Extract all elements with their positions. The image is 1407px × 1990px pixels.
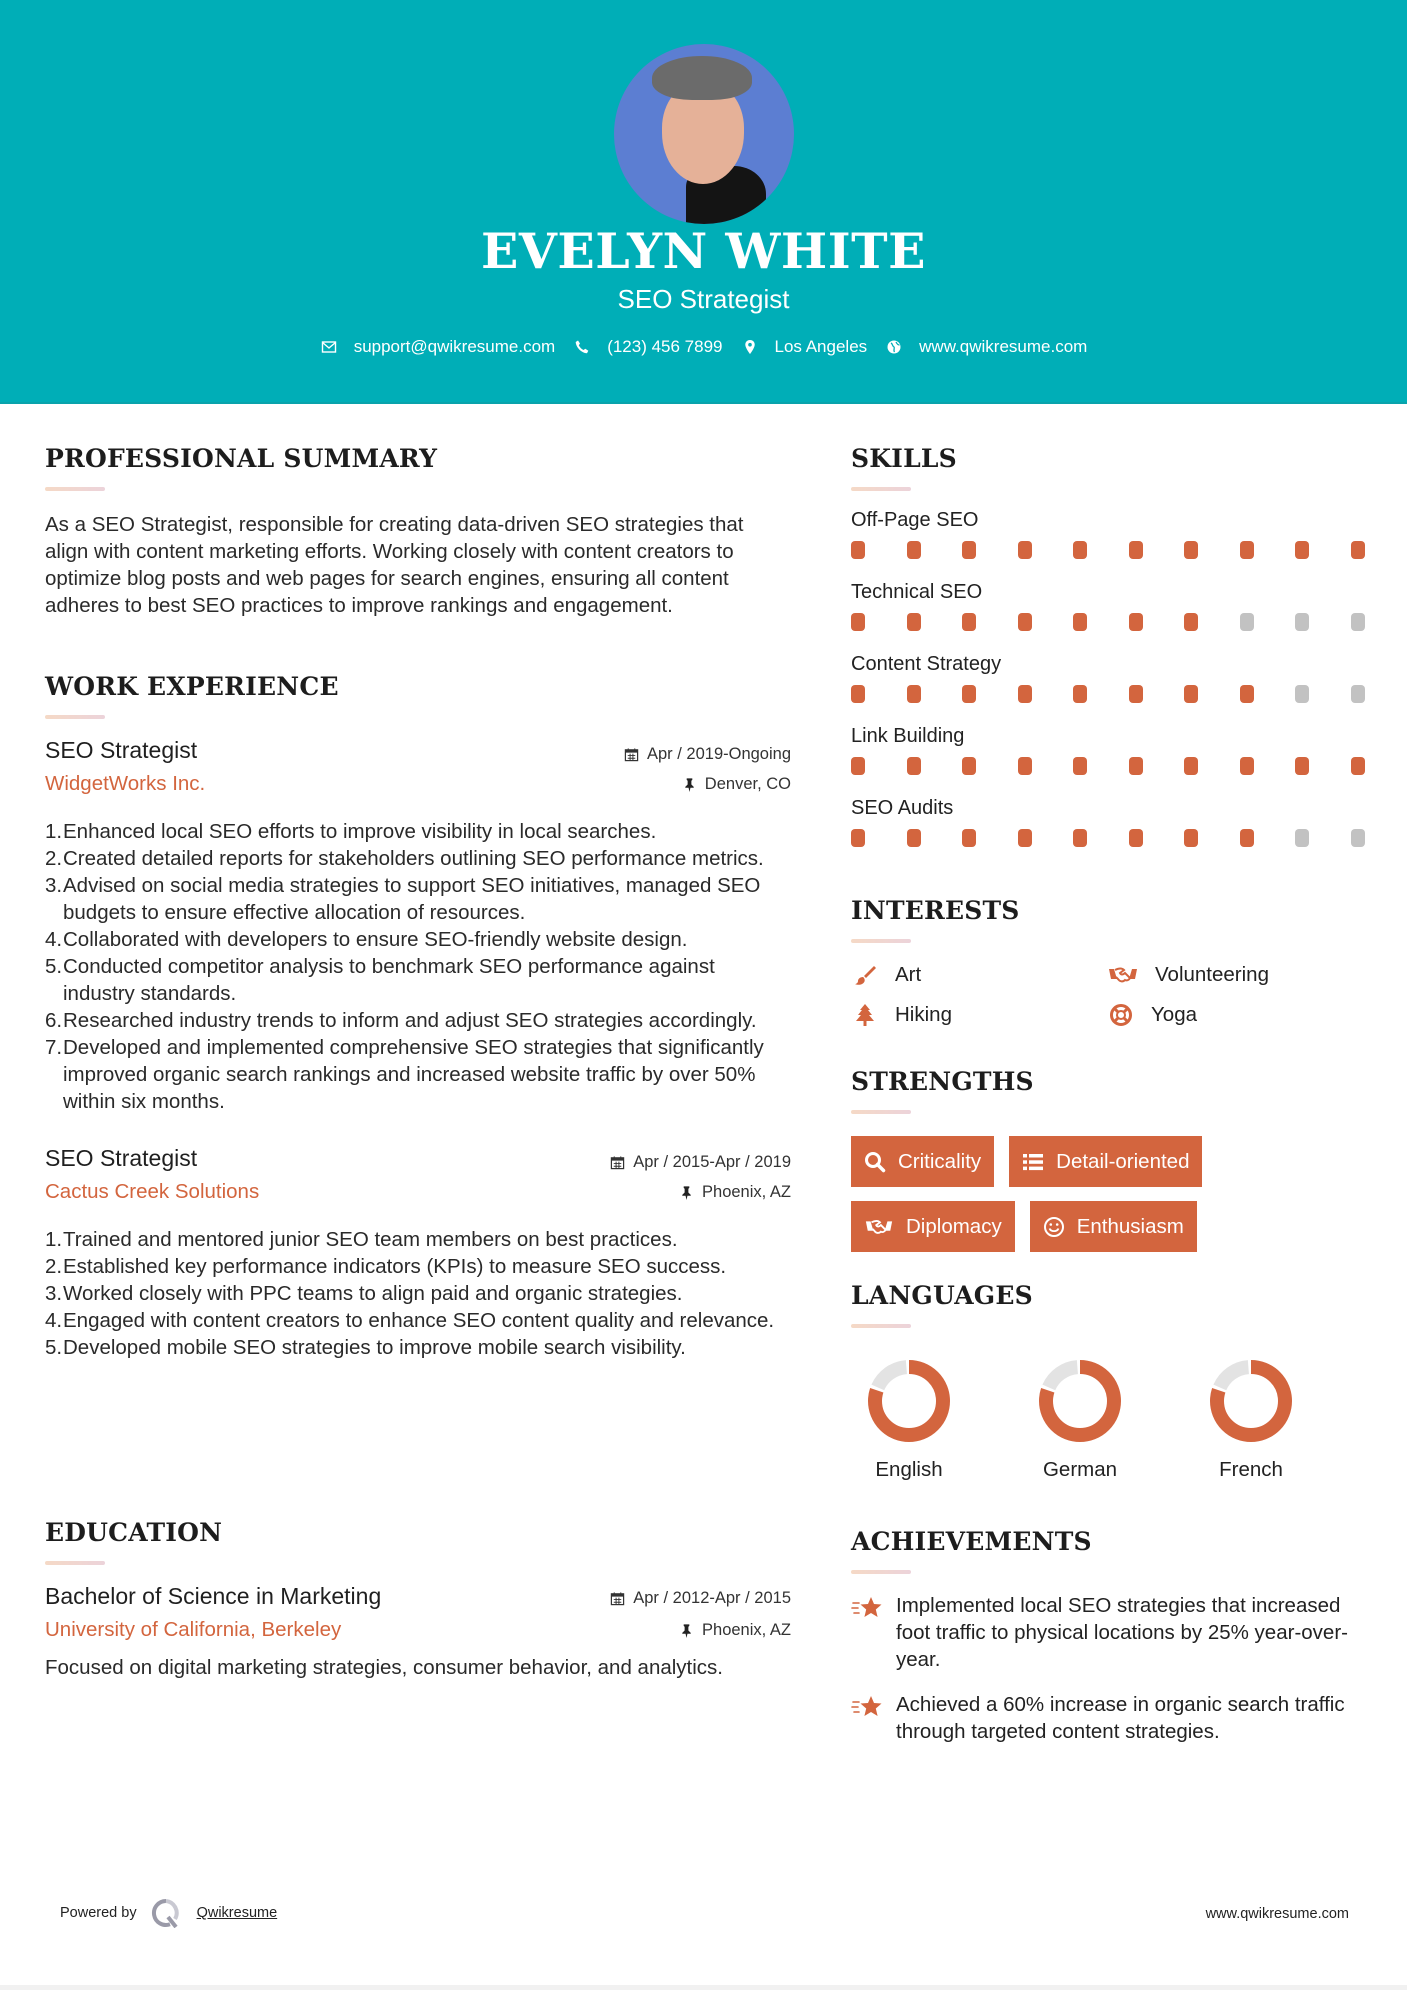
skill-rating-dot — [962, 829, 976, 847]
skill-item — [851, 649, 1366, 721]
skill-rating-dot — [1073, 829, 1087, 847]
language-item — [851, 1358, 1022, 1482]
calendar-icon — [610, 1155, 625, 1170]
job-bullet: 4. Engaged with content creators to enhance SEO content quality and relevance. — [45, 1309, 775, 1332]
qwikresume-logo-icon — [151, 1898, 181, 1928]
life-ring-icon — [1107, 1003, 1135, 1027]
section-underline — [851, 1570, 911, 1574]
job-bullet: 4. Collaborated with developers to ensure SEO-friendly website design. — [45, 928, 688, 951]
powered-by-label: Powered by — [60, 1905, 137, 1921]
candidate-name: EVELYN WHITE — [481, 222, 926, 280]
achievement-item — [851, 1592, 1366, 1673]
job-bullet: 1. Enhanced local SEO efforts to improve visibility in local searches. — [45, 820, 657, 843]
skill-rating-dot — [907, 613, 921, 631]
strengths-heading: STRENGTHS — [851, 1067, 1034, 1096]
skill-item — [851, 721, 1366, 793]
language-name: German — [1042, 1458, 1118, 1481]
language-item — [1022, 1358, 1193, 1482]
skill-rating-dot — [1351, 757, 1365, 775]
candidate-title: SEO Strategist — [617, 284, 790, 314]
achievement-text: Implemented local SEO strategies that increased foot traffic to physical locations by 25% year-over-year. — [896, 1594, 1348, 1671]
skill-rating-dot — [1129, 829, 1143, 847]
skill-rating-dot — [907, 757, 921, 775]
skill-rating-dot — [1295, 757, 1309, 775]
job-header — [45, 737, 791, 764]
skill-item — [851, 505, 1366, 577]
skill-name: Link Building — [851, 725, 965, 747]
job-bullet: 2. Established key performance indicators (KPIs) to measure SEO success. — [45, 1255, 727, 1278]
skill-rating-dot — [1240, 757, 1254, 775]
skill-name: Content Strategy — [851, 653, 1002, 675]
search-icon — [864, 1151, 886, 1173]
skill-rating-dot — [1018, 613, 1032, 631]
skill-rating-dot — [962, 685, 976, 703]
skill-rating-dot — [1184, 613, 1198, 631]
skill-rating-dot — [851, 613, 865, 631]
skill-rating-dot — [1129, 757, 1143, 775]
handshake-icon — [1107, 963, 1139, 987]
job-subheader — [45, 1180, 791, 1204]
envelope-icon — [320, 338, 338, 356]
skill-rating-dot — [1129, 541, 1143, 559]
summary-section — [45, 444, 791, 619]
education-location — [679, 1621, 791, 1640]
job-dates-text: Apr / 2015-Apr / 2019 — [633, 1153, 791, 1171]
skill-rating-dot — [1018, 685, 1032, 703]
photo-hair — [652, 56, 752, 100]
strengths-list — [851, 1136, 1366, 1266]
skill-name: Technical SEO — [851, 581, 983, 603]
handshake-icon — [864, 1216, 894, 1238]
achievements-list — [851, 1592, 1366, 1745]
experience-section — [45, 672, 791, 1361]
language-name: French — [1219, 1458, 1283, 1481]
job-bullet: 3. Advised on social media strategies to support SEO initiatives, managed SEO budgets to ensure effective allocation of resources. — [45, 874, 761, 924]
interest-volunteering — [1107, 963, 1363, 987]
contact-email-text: support@qwikresume.com — [353, 337, 556, 356]
job-dates — [624, 745, 791, 764]
contact-location-text: Los Angeles — [774, 337, 868, 356]
calendar-icon — [610, 1591, 625, 1606]
job-location-text: Denver, CO — [704, 775, 791, 793]
skills-list — [851, 505, 1366, 865]
tree-icon — [851, 1003, 879, 1027]
job-role: SEO Strategist — [45, 737, 198, 763]
skills-heading: SKILLS — [851, 444, 957, 473]
interest-art — [851, 963, 1107, 987]
job-bullet: 7. Developed and implemented comprehensive SEO strategies that significantly improved organic search rankings and increased website traffic by over 50% within six months. — [45, 1036, 764, 1113]
contact-row — [0, 337, 1407, 357]
section-underline — [45, 487, 105, 491]
interests-section — [851, 896, 1366, 1027]
interest-yoga — [1107, 1003, 1363, 1027]
skill-rating-dot — [962, 757, 976, 775]
skill-rating-dot — [1351, 541, 1365, 559]
skill-rating — [851, 613, 1366, 649]
job-header — [45, 1145, 791, 1172]
star-trophy-icon — [851, 1594, 885, 1673]
job-entry — [45, 1145, 791, 1361]
summary-text: As a SEO Strategist, responsible for creating data-driven SEO strategies that align with content marketing efforts. Working closely with content creators to optimize blog posts and web pages for search engines, ensuring all content adheres to best SEO practices to improve rankings and engagement. — [45, 513, 744, 617]
list-icon — [1022, 1151, 1044, 1173]
skill-rating-dot — [907, 541, 921, 559]
languages-section — [851, 1281, 1366, 1482]
interest-label: Art — [895, 963, 922, 986]
job-bullet: 5. Conducted competitor analysis to benchmark SEO performance against industry standards. — [45, 955, 715, 1005]
footer-url[interactable]: www.qwikresume.com — [1205, 1906, 1349, 1922]
calendar-icon — [624, 747, 639, 762]
education-heading: EDUCATION — [45, 1518, 223, 1547]
globe-icon — [885, 338, 903, 356]
skill-rating-dot — [1129, 685, 1143, 703]
education-degree: Bachelor of Science in Marketing — [45, 1583, 382, 1609]
skills-section — [851, 444, 1366, 865]
contact-phone[interactable] — [573, 337, 722, 357]
skill-rating-dot — [1240, 829, 1254, 847]
qwikresume-link[interactable]: Qwikresume — [196, 1905, 278, 1921]
strength-enthusiasm — [1030, 1201, 1197, 1252]
job-bullet: 3. Worked closely with PPC teams to align paid and organic strategies. — [45, 1282, 683, 1305]
skill-rating-dot — [1351, 613, 1365, 631]
skill-rating-dot — [851, 757, 865, 775]
skill-rating-dot — [1073, 685, 1087, 703]
education-description: Focused on digital marketing strategies, consumer behavior, and analytics. — [45, 1656, 724, 1679]
education-location-text: Phoenix, AZ — [702, 1621, 791, 1639]
interest-label: Volunteering — [1155, 963, 1269, 986]
achievements-heading: ACHIEVEMENTS — [851, 1527, 1092, 1556]
skill-rating-dot — [1184, 685, 1198, 703]
resume-header — [0, 0, 1407, 404]
skill-rating-dot — [851, 685, 865, 703]
job-location-text: Phoenix, AZ — [702, 1183, 791, 1201]
skill-item — [851, 577, 1366, 649]
section-underline — [851, 487, 911, 491]
skill-rating-dot — [1295, 613, 1309, 631]
strength-label: Criticality — [898, 1149, 982, 1173]
skill-rating-dot — [1351, 829, 1365, 847]
job-bullet: 5. Developed mobile SEO strategies to improve mobile search visibility. — [45, 1336, 686, 1359]
skill-rating-dot — [962, 541, 976, 559]
job-bullet: 2. Created detailed reports for stakeholders outlining SEO performance metrics. — [45, 847, 764, 870]
job-location — [679, 1183, 791, 1202]
pushpin-icon — [679, 1623, 694, 1638]
strength-label: Enthusiasm — [1076, 1214, 1184, 1238]
job-bullet: 1. Trained and mentored junior SEO team members on best practices. — [45, 1228, 678, 1251]
skill-rating-dot — [1240, 541, 1254, 559]
skill-name: SEO Audits — [851, 797, 954, 819]
skill-rating-dot — [1184, 829, 1198, 847]
experience-heading: WORK EXPERIENCE — [45, 672, 339, 701]
skill-rating-dot — [1295, 685, 1309, 703]
skill-rating — [851, 541, 1366, 577]
skill-item — [851, 793, 1366, 865]
page-bottom-edge — [0, 1985, 1407, 1990]
language-name: English — [875, 1458, 943, 1481]
language-proficiency-donut — [1208, 1358, 1294, 1444]
strength-label: Diplomacy — [906, 1214, 1002, 1238]
education-school: University of California, Berkeley — [45, 1618, 342, 1641]
paintbrush-icon — [851, 963, 879, 987]
star-trophy-icon — [851, 1693, 885, 1745]
job-subheader — [45, 772, 791, 796]
skill-rating — [851, 685, 1366, 721]
skill-rating-dot — [907, 829, 921, 847]
section-underline — [851, 939, 911, 943]
contact-website-text: www.qwikresume.com — [919, 337, 1088, 356]
map-marker-icon — [741, 338, 759, 356]
job-location — [682, 775, 791, 794]
language-proficiency-donut — [866, 1358, 952, 1444]
skill-rating-dot — [962, 613, 976, 631]
skill-rating-dot — [907, 685, 921, 703]
language-item — [1193, 1358, 1364, 1482]
section-underline — [45, 715, 105, 719]
skill-name: Off-Page SEO — [851, 509, 979, 531]
contact-email[interactable] — [320, 337, 556, 357]
strength-label: Detail-oriented — [1056, 1149, 1190, 1173]
job-dates — [610, 1153, 791, 1172]
skill-rating-dot — [851, 829, 865, 847]
job-entry — [45, 737, 791, 1115]
languages-heading: LANGUAGES — [851, 1281, 1033, 1310]
job-bullet: 6. Researched industry trends to inform and adjust SEO strategies accordingly. — [45, 1009, 757, 1032]
skill-rating — [851, 829, 1366, 865]
achievement-text: Achieved a 60% increase in organic search traffic through targeted content strategies. — [896, 1693, 1345, 1743]
skill-rating-dot — [851, 541, 865, 559]
job-bullets — [45, 818, 791, 1115]
education-header — [45, 1583, 791, 1610]
job-company: Cactus Creek Solutions — [45, 1180, 260, 1203]
section-underline — [851, 1324, 911, 1328]
contact-website[interactable] — [885, 337, 1087, 357]
skill-rating-dot — [1018, 757, 1032, 775]
job-dates-text: Apr / 2019-Ongoing — [646, 745, 791, 763]
summary-heading: PROFESSIONAL SUMMARY — [45, 444, 438, 473]
skill-rating-dot — [1129, 613, 1143, 631]
contact-phone-text: (123) 456 7899 — [607, 337, 723, 356]
language-proficiency-donut — [1037, 1358, 1123, 1444]
interest-label: Yoga — [1151, 1003, 1197, 1026]
interest-hiking — [851, 1003, 1107, 1027]
skill-rating-dot — [1295, 541, 1309, 559]
skill-rating-dot — [1351, 685, 1365, 703]
profile-photo — [614, 44, 794, 224]
section-underline — [45, 1561, 105, 1565]
strength-criticality — [851, 1136, 994, 1187]
strengths-section — [851, 1067, 1366, 1266]
skill-rating-dot — [1184, 757, 1198, 775]
job-company: WidgetWorks Inc. — [45, 772, 206, 795]
skill-rating-dot — [1240, 613, 1254, 631]
skill-rating-dot — [1073, 757, 1087, 775]
achievements-section — [851, 1527, 1366, 1745]
skill-rating-dot — [1018, 541, 1032, 559]
skill-rating — [851, 757, 1366, 793]
skill-rating-dot — [1240, 685, 1254, 703]
interests-heading: INTERESTS — [851, 896, 1020, 925]
skill-rating-dot — [1184, 541, 1198, 559]
skill-rating-dot — [1018, 829, 1032, 847]
interest-label: Hiking — [895, 1003, 952, 1026]
skill-rating-dot — [1295, 829, 1309, 847]
education-dates — [610, 1589, 791, 1608]
education-subheader — [45, 1618, 791, 1642]
strength-detail-oriented — [1009, 1136, 1202, 1187]
job-bullets — [45, 1226, 791, 1361]
skill-rating-dot — [1073, 541, 1087, 559]
languages-list — [851, 1358, 1366, 1482]
interests-grid — [851, 963, 1366, 1027]
section-underline — [851, 1110, 911, 1114]
phone-icon — [573, 338, 591, 356]
pushpin-icon — [679, 1185, 694, 1200]
smile-icon — [1043, 1216, 1065, 1238]
job-role: SEO Strategist — [45, 1145, 198, 1171]
education-section — [45, 1518, 791, 1681]
footer-powered-by — [60, 1898, 277, 1928]
skill-rating-dot — [1073, 613, 1087, 631]
education-dates-text: Apr / 2012-Apr / 2015 — [633, 1589, 791, 1607]
achievement-item — [851, 1691, 1366, 1745]
contact-location — [741, 337, 868, 357]
pushpin-icon — [682, 777, 697, 792]
strength-diplomacy — [851, 1201, 1015, 1252]
